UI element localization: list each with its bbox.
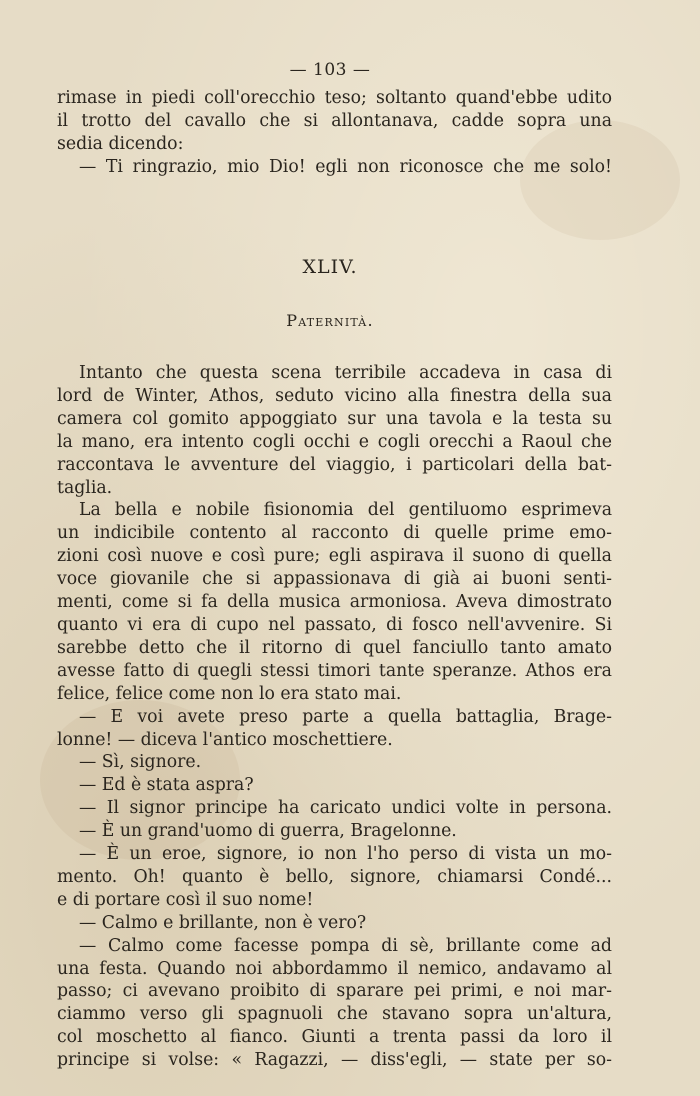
text-line: e di portare così il suo nome!: [57, 889, 314, 910]
continued-text: [57, 87, 612, 179]
text-line: — Ti ringrazio, mio Dio! egli non riconosce che me solo!: [79, 156, 612, 177]
text-line: felice, felice come non lo era stato mai.: [57, 683, 402, 704]
chapter-body: [57, 362, 612, 1072]
text-line: — Calmo e brillante, non è vero?: [79, 912, 367, 933]
text-line: — Calmo come facesse pompa di sè, brillante come ad: [79, 935, 612, 956]
text-line: rimase in piedi coll'orecchio teso; soltanto quand'ebbe udito: [57, 88, 612, 108]
text-line: raccontava le avventure del viaggio, i particolari della bat-: [57, 454, 612, 475]
text-line: taglia.: [57, 477, 113, 498]
text-line: mento. Oh! quanto è bello, signore, chiamarsi Condé...: [57, 866, 612, 887]
text-line: voce giovanile che si appassionava di già ai buoni senti-: [57, 569, 612, 590]
page-number: — 103 —: [289, 60, 371, 80]
text-line: principe si volse: « Ragazzi, — diss'egli, — state per so-: [57, 1050, 612, 1071]
text-line: lord de Winter, Athos, seduto vicino alla finestra della sua: [57, 385, 612, 406]
text-line: Intanto che questa scena terribile accadeva in casa di: [79, 363, 612, 383]
text-line: — Il signor principe ha caricato undici volte in persona.: [79, 798, 612, 819]
text-line: passo; ci avevano proibito di sparare pei primi, e noi mar-: [57, 981, 612, 1002]
text-line: quanto vi era di cupo nel passato, di fosco nell'avvenire. Si: [57, 614, 612, 635]
text-line: avesse fatto di quegli stessi timori tante speranze. Athos era: [57, 660, 612, 681]
text-line: ciammo verso gli spagnuoli che stavano sopra un'altura,: [57, 1004, 612, 1025]
text-line: il trotto del cavallo che si allontanava, cadde sopra una: [57, 110, 612, 131]
chapter-title: Paternità.: [286, 311, 374, 330]
text-line: sedia dicendo:: [57, 133, 184, 154]
text-line: — Ed è stata aspra?: [79, 775, 254, 796]
text-line: lonne! — diceva l'antico moschettiere.: [57, 729, 393, 750]
text-line: camera col gomito appoggiato sur una tavola e la testa su: [57, 408, 612, 429]
text-line: — E voi avete preso parte a quella battaglia, Brage-: [79, 706, 612, 727]
text-line: una festa. Quando noi abbordammo il nemico, andavamo al: [57, 958, 612, 979]
chapter-number: XLIV.: [302, 256, 358, 278]
text-line: la mano, era intento cogli occhi e cogli orecchi a Raoul che: [57, 431, 612, 452]
text-line: — È un grand'uomo di guerra, Bragelonne.: [79, 821, 457, 842]
text-line: La bella e nobile fisionomia del gentiluomo esprimeva: [79, 500, 612, 521]
text-line: col moschetto al fianco. Giunti a trenta passi da loro il: [57, 1027, 612, 1048]
text-line: — È un eroe, signore, io non l'ho perso di vista un mo-: [79, 844, 612, 865]
text-line: un indicibile contento al racconto di quelle prime emo-: [57, 523, 612, 544]
text-line: sarebbe detto che il ritorno di quel fanciullo tanto amato: [57, 637, 612, 658]
text-line: menti, come si fa della musica armoniosa. Aveva dimostrato: [57, 592, 612, 613]
text-line: — Sì, signore.: [79, 752, 202, 773]
text-line: zioni così nuove e così pure; egli aspirava il suono di quella: [57, 546, 612, 567]
